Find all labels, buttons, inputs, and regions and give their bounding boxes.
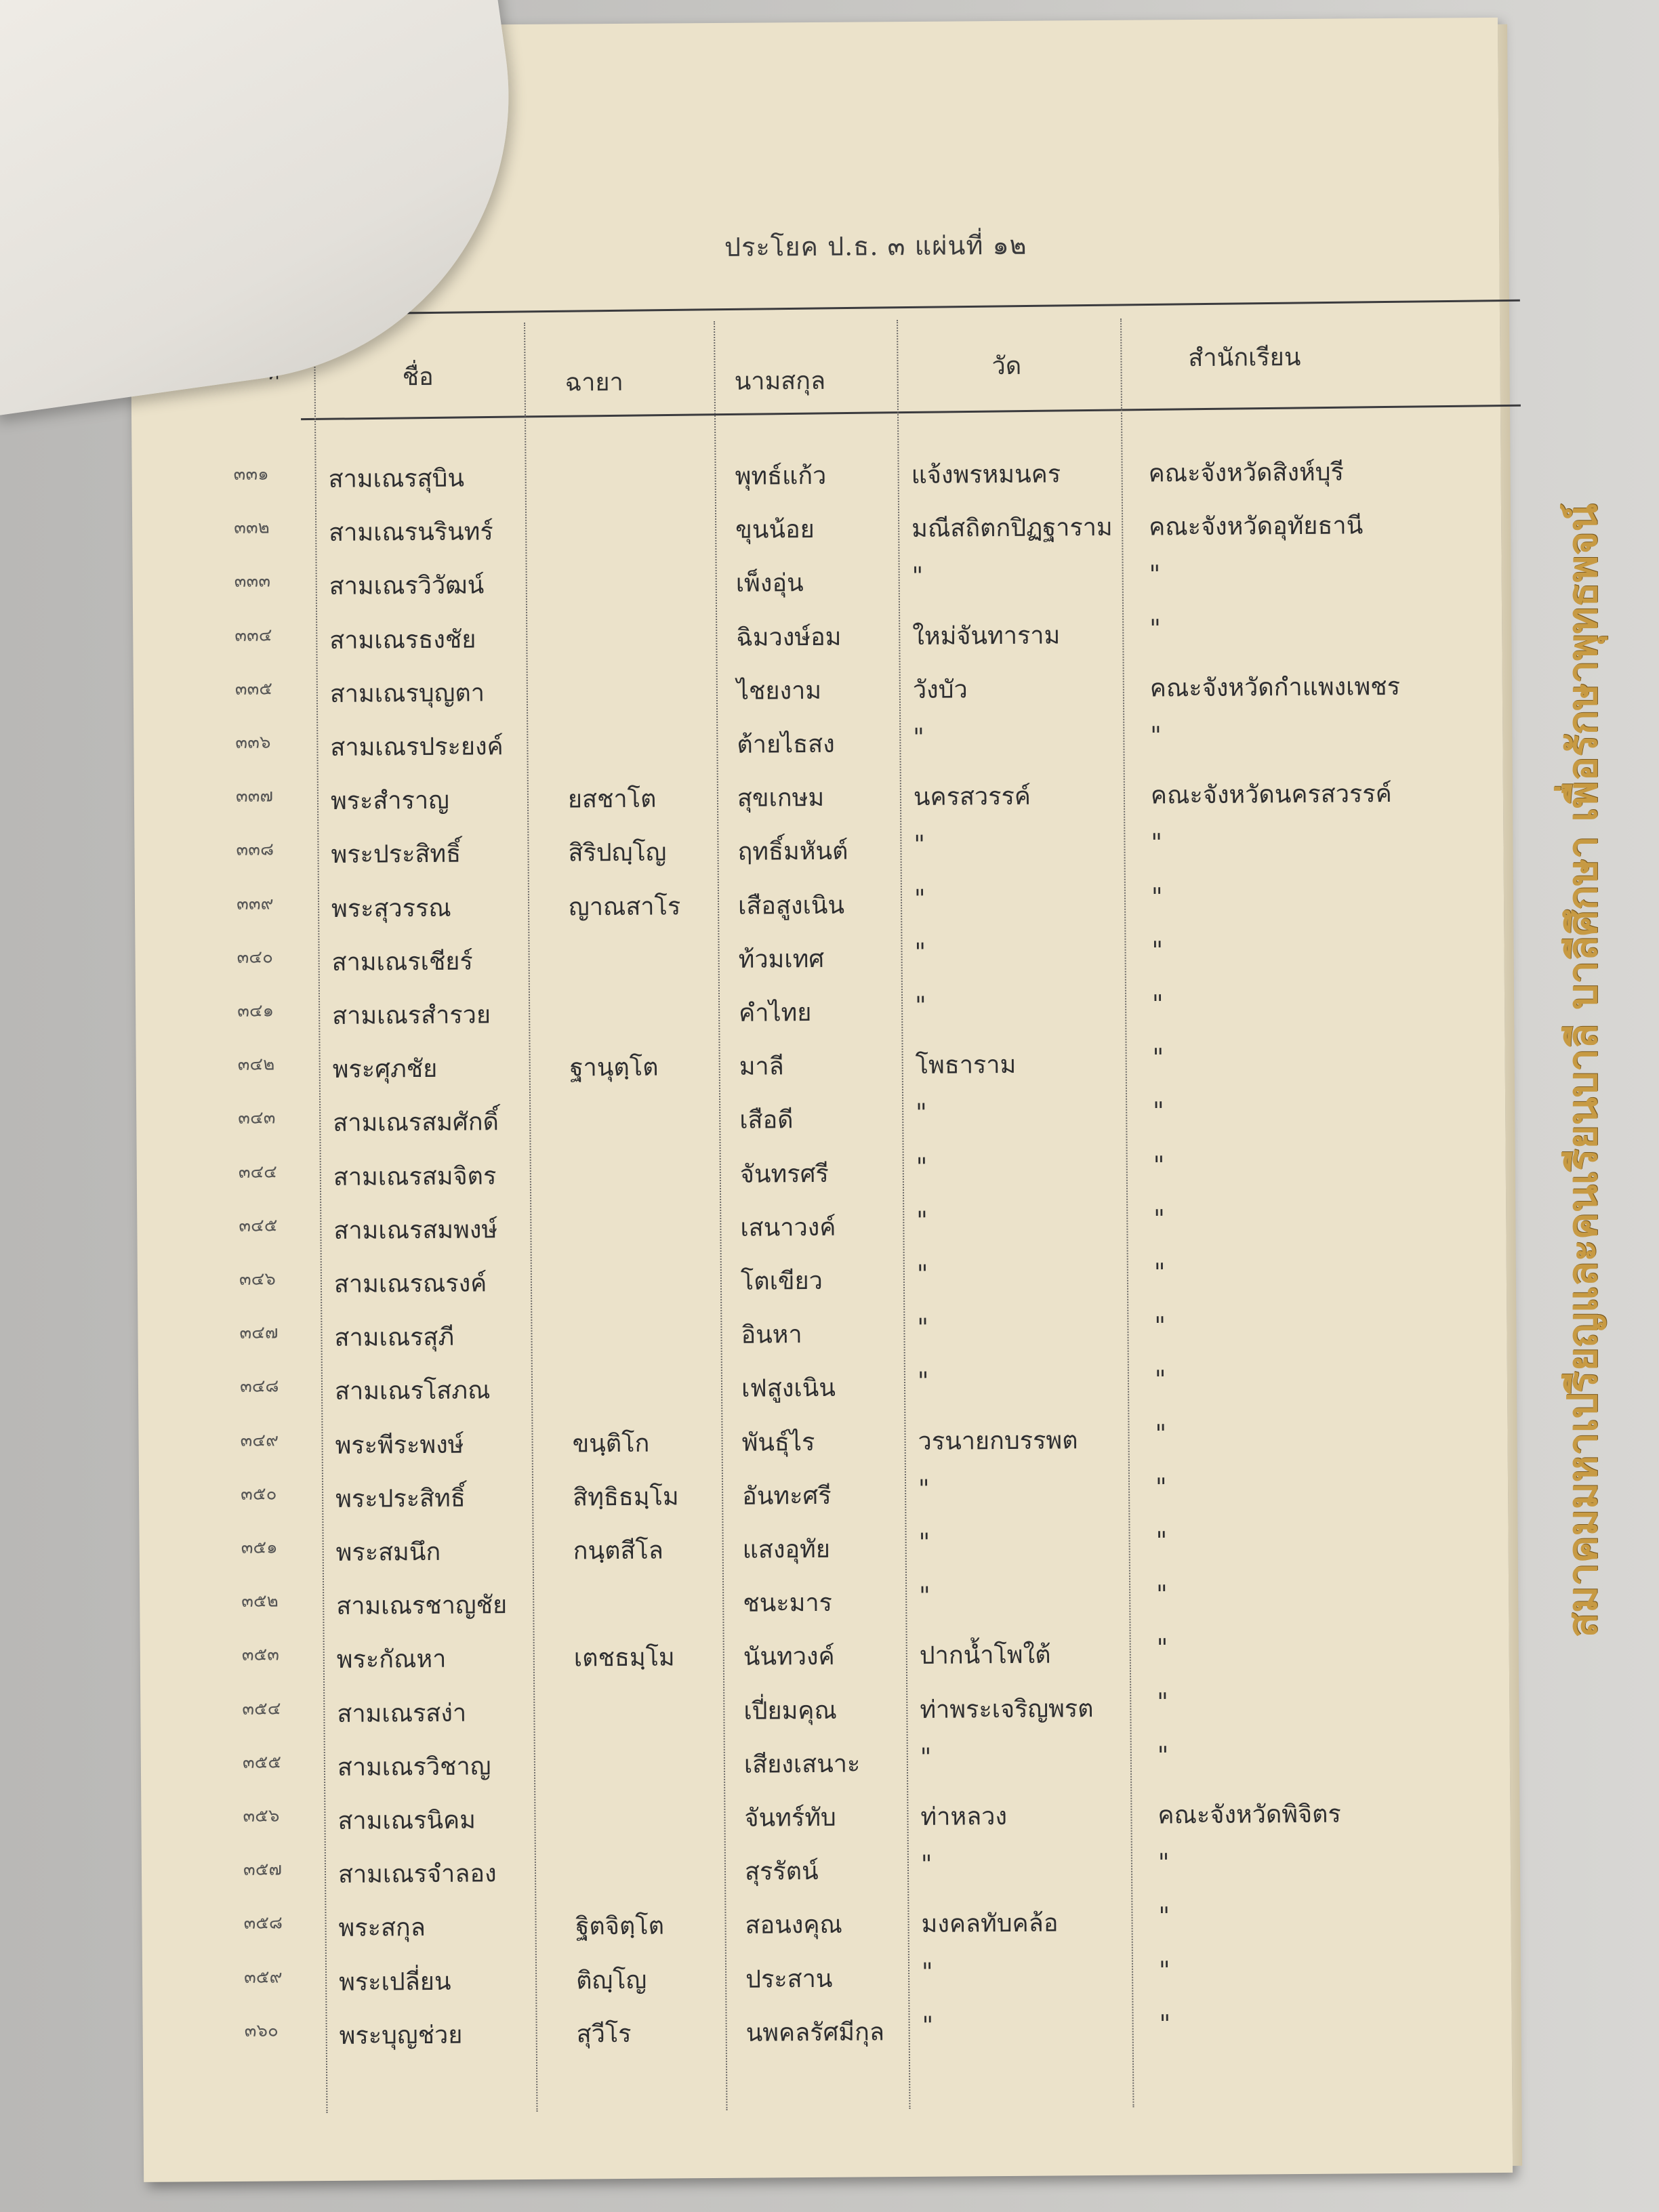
monk-surname: ฉิมวงษ์อม bbox=[736, 623, 842, 652]
school-name: " bbox=[1151, 829, 1163, 857]
row-number: ๓๓๒ bbox=[234, 517, 270, 539]
temple-name: " bbox=[914, 831, 926, 859]
school-name: " bbox=[1149, 614, 1161, 643]
school-name: " bbox=[1155, 1527, 1168, 1555]
row-number: ๓๕๗ bbox=[243, 1859, 283, 1881]
temple-name: " bbox=[914, 884, 926, 913]
school-name: " bbox=[1153, 1258, 1166, 1287]
monk-surname: พันธุ์ไร bbox=[741, 1428, 815, 1457]
watermark bbox=[1555, 461, 1610, 1681]
row-number: ๓๕๔ bbox=[242, 1698, 281, 1719]
table-row bbox=[140, 1525, 1509, 1587]
monk-name: สามเณรสมศักดิ์ bbox=[333, 1108, 499, 1138]
school-name: " bbox=[1158, 1849, 1170, 1877]
table-row bbox=[134, 773, 1503, 836]
school-name: " bbox=[1151, 937, 1164, 965]
school-name: " bbox=[1153, 1205, 1166, 1233]
temple-name: " bbox=[916, 1099, 927, 1128]
school-name: " bbox=[1150, 722, 1162, 750]
table-row bbox=[143, 2008, 1512, 2070]
monk-chaya: ฐิตจิตฺโต bbox=[575, 1912, 665, 1941]
monk-name: สามเณรสุภี bbox=[334, 1323, 455, 1353]
temple-name: ใหม่จันทาราม bbox=[912, 621, 1061, 651]
monk-surname: มาลี bbox=[739, 1052, 784, 1081]
school-name: " bbox=[1155, 1473, 1167, 1502]
monk-chaya: กนฺตสีโล bbox=[573, 1536, 664, 1565]
monk-name: สามเณรบุญตา bbox=[329, 679, 485, 708]
temple-name: " bbox=[921, 1958, 933, 1986]
monk-chaya: สิทฺธิธมฺโม bbox=[573, 1483, 679, 1512]
school-name: " bbox=[1154, 1312, 1166, 1340]
school-name: " bbox=[1152, 1044, 1164, 1072]
table-row bbox=[140, 1685, 1509, 1748]
header-chaya: ฉายา bbox=[565, 368, 623, 397]
monk-surname: ไชยงาม bbox=[736, 676, 822, 705]
temple-name: ท่าพระเจริญพรต bbox=[920, 1694, 1094, 1724]
table-row bbox=[135, 880, 1504, 943]
monk-surname: โตเขียว bbox=[740, 1267, 823, 1296]
table-row bbox=[142, 1954, 1511, 2016]
table-row bbox=[138, 1310, 1507, 1372]
row-number: ๓๓๑ bbox=[233, 464, 269, 485]
monk-name: สามเณรประยงค์ bbox=[330, 733, 504, 762]
temple-name: ท่าหลวง bbox=[920, 1803, 1008, 1831]
school-name: " bbox=[1157, 1687, 1168, 1717]
header-wat: วัด bbox=[991, 352, 1022, 381]
temple-name: " bbox=[920, 1743, 932, 1771]
monk-surname: เฟสูงเนิน bbox=[741, 1374, 836, 1404]
temple-name: " bbox=[916, 1206, 928, 1235]
school-name: คณะจังหวัดพิจิตร bbox=[1158, 1800, 1341, 1830]
monk-name: สามเณรโสภณ bbox=[334, 1376, 491, 1406]
row-number: ๓๔๔ bbox=[238, 1162, 278, 1183]
temple-name: วังบัว bbox=[912, 676, 968, 704]
temple-name: " bbox=[917, 1368, 929, 1396]
school-name: " bbox=[1157, 1742, 1169, 1770]
school-name: " bbox=[1156, 1634, 1168, 1662]
monk-surname: ชนะมาร bbox=[743, 1589, 833, 1618]
school-name: " bbox=[1151, 882, 1163, 912]
row-number: ๓๕๑ bbox=[241, 1537, 278, 1558]
monk-surname: จันทรศรี bbox=[739, 1160, 829, 1189]
school-name: " bbox=[1154, 1366, 1166, 1394]
monk-surname: สุรรัตน์ bbox=[744, 1858, 819, 1886]
monk-chaya: ฐานุตฺโต bbox=[569, 1053, 659, 1082]
row-number: ๓๓๓ bbox=[234, 571, 271, 592]
monk-surname: อันทะศรี bbox=[742, 1481, 832, 1511]
school-name: " bbox=[1158, 1902, 1170, 1931]
monk-chaya: ติญฺโญ bbox=[575, 1966, 647, 1995]
monk-surname: พุทธ์แก้ว bbox=[735, 462, 827, 491]
row-number: ๓๓๔ bbox=[234, 625, 272, 646]
temple-name: " bbox=[912, 562, 924, 591]
monk-chaya: สิริปญฺโญ bbox=[568, 838, 667, 867]
temple-name: " bbox=[919, 1582, 930, 1611]
table-row bbox=[137, 1149, 1506, 1211]
temple-name: " bbox=[918, 1475, 930, 1503]
temple-name: " bbox=[913, 723, 925, 752]
monk-name: สามเณรสง่า bbox=[337, 1699, 467, 1728]
table-row bbox=[141, 1740, 1510, 1802]
school-name: " bbox=[1158, 1956, 1170, 1985]
temple-name: โพธาราม bbox=[915, 1051, 1017, 1080]
table-row bbox=[139, 1471, 1508, 1534]
monk-surname: ต้ายไธสง bbox=[737, 730, 835, 759]
temple-name: " bbox=[920, 1850, 933, 1879]
table-row bbox=[134, 827, 1503, 889]
school-name: " bbox=[1149, 560, 1161, 589]
row-number: ๓๕๒ bbox=[241, 1591, 279, 1612]
monk-name: สามเณรจำลอง bbox=[337, 1860, 497, 1889]
watermark-text: สมาคมมหาเปรียญและคนเรียนบาลี บาลีศึกษา เพื่อรักษาพุทธพจน์ bbox=[1559, 504, 1607, 1638]
temple-name: แจ้งพรหมนคร bbox=[911, 460, 1061, 489]
monk-name: พระประสิทธิ์ bbox=[335, 1484, 466, 1513]
monk-name: สามเณรณรงค์ bbox=[333, 1269, 487, 1298]
temple-name: " bbox=[916, 1153, 928, 1181]
monk-surname: จันทร์ทับ bbox=[744, 1803, 836, 1832]
monk-surname: สุขเกษม bbox=[737, 784, 825, 813]
monk-surname: ฤทธิ์มหันต์ bbox=[737, 838, 848, 867]
row-number: ๓๔๐ bbox=[237, 947, 274, 968]
row-number: ๓๕๕ bbox=[242, 1752, 282, 1773]
school-name: " bbox=[1153, 1151, 1165, 1180]
temple-name: " bbox=[914, 991, 926, 1020]
header-bottom-rule bbox=[301, 405, 1521, 420]
temple-name: " bbox=[917, 1313, 929, 1343]
row-number: ๓๓๘ bbox=[236, 839, 274, 861]
monk-name: สามเณรนิคม bbox=[337, 1806, 476, 1835]
monk-surname: นันทวงค์ bbox=[743, 1643, 835, 1672]
school-name: " bbox=[1151, 990, 1164, 1019]
row-number: ๓๔๑ bbox=[237, 1000, 274, 1021]
monk-chaya: สุวีโร bbox=[576, 2020, 632, 2049]
monk-surname: อินหา bbox=[741, 1321, 802, 1349]
row-number: ๓๓๖ bbox=[235, 732, 271, 753]
school-name: " bbox=[1155, 1419, 1167, 1448]
monk-name: สามเณรวิชาญ bbox=[337, 1753, 491, 1782]
row-number: ๓๕๓ bbox=[241, 1644, 280, 1666]
table-row bbox=[136, 988, 1504, 1050]
table-row bbox=[134, 666, 1502, 729]
monk-name: สามเณรสมพงษ์ bbox=[333, 1216, 498, 1245]
temple-name: วรนายกบรรพต bbox=[918, 1426, 1078, 1456]
monk-name: พระสุวรรณ bbox=[331, 894, 451, 923]
temple-name: มงคลทับคล้อ bbox=[921, 1909, 1059, 1939]
monk-surname: เสือสูงเนิน bbox=[737, 891, 845, 920]
row-number: ๓๓๗ bbox=[235, 785, 274, 807]
temple-name: " bbox=[922, 2011, 934, 2040]
monk-name: สามเณรสำรวย bbox=[332, 1001, 491, 1030]
school-name: คณะจังหวัดนครสวรรค์ bbox=[1150, 780, 1392, 810]
monk-chaya: เตชธมฺโม bbox=[573, 1643, 675, 1673]
table-row bbox=[133, 558, 1502, 621]
monk-surname: เพ็งอุ่น bbox=[735, 569, 804, 598]
row-number: ๓๕๐ bbox=[241, 1483, 277, 1504]
table-row bbox=[138, 1256, 1507, 1319]
table-row bbox=[136, 1095, 1505, 1158]
header-name: ชื่อ bbox=[402, 363, 434, 392]
row-number: ๓๓๙ bbox=[236, 893, 274, 914]
header-surname: นามสกุล bbox=[734, 367, 826, 396]
row-number: ๓๔๙ bbox=[240, 1430, 279, 1451]
temple-name: นครสวรรค์ bbox=[913, 782, 1031, 812]
row-number: ๓๕๘ bbox=[243, 1912, 283, 1934]
monk-name: พระเปลี่ยน bbox=[339, 1967, 451, 1996]
school-name: คณะจังหวัดสิงห์บุรี bbox=[1148, 458, 1345, 488]
table-row bbox=[142, 1900, 1511, 1963]
table-row bbox=[133, 612, 1502, 674]
monk-name: พระบุญช่วย bbox=[339, 2021, 463, 2050]
monk-chaya: ญาณสาโร bbox=[568, 892, 681, 922]
row-number: ๓๔๕ bbox=[239, 1215, 278, 1236]
monk-surname: แสงอุทัย bbox=[742, 1535, 831, 1564]
monk-surname: นพคลรัศมีกุล bbox=[745, 2018, 885, 2047]
monk-surname: ประสาน bbox=[745, 1965, 833, 1994]
monk-name: พระประสิทธิ์ bbox=[331, 840, 462, 869]
monk-name: พระกัณหา bbox=[336, 1645, 447, 1675]
table-row bbox=[137, 1203, 1506, 1265]
monk-surname: ขุนน้อย bbox=[735, 516, 815, 544]
monk-name: สามเณรชาญชัย bbox=[336, 1591, 508, 1621]
monk-surname: เสนาวงค์ bbox=[740, 1213, 836, 1242]
row-number: ๓๖๐ bbox=[244, 2020, 279, 2041]
monk-surname: คำไทย bbox=[739, 999, 812, 1027]
monk-name: สามเณรสุบิน bbox=[328, 464, 465, 493]
monk-name: พระพีระพงษ์ bbox=[335, 1431, 464, 1460]
row-number: ๓๔๖ bbox=[239, 1269, 276, 1290]
table-row bbox=[140, 1578, 1509, 1641]
row-number: ๓๔๘ bbox=[239, 1376, 279, 1397]
monk-name: พระสมนึก bbox=[335, 1538, 441, 1567]
monk-name: สามเณรธงชัย bbox=[329, 626, 476, 655]
monk-surname: สอนงคุณ bbox=[745, 1911, 842, 1940]
temple-name: " bbox=[914, 938, 926, 966]
monk-surname: ท้วมเทศ bbox=[738, 945, 825, 974]
monk-name: สามเณรวิวัฒน์ bbox=[329, 571, 485, 601]
monk-name: สามเณรเชียร์ bbox=[331, 947, 473, 977]
table-row bbox=[135, 935, 1504, 997]
school-name: " bbox=[1156, 1580, 1168, 1609]
temple-name: " bbox=[916, 1260, 928, 1288]
row-number: ๓๕๖ bbox=[243, 1805, 280, 1826]
table-row bbox=[134, 720, 1502, 782]
school-name: " bbox=[1153, 1097, 1164, 1126]
monk-name: สามเณรสมจิตร bbox=[333, 1162, 497, 1191]
header-samnak: สำนักเรียน bbox=[1188, 343, 1301, 373]
table-row bbox=[131, 451, 1500, 514]
school-name: คณะจังหวัดกำแพงเพชร bbox=[1149, 672, 1401, 703]
school-name: คณะจังหวัดอุทัยธานี bbox=[1149, 512, 1364, 541]
monk-surname: เสียงเสนาะ bbox=[743, 1750, 861, 1779]
temple-name: มณีสถิตกปิฏฐาราม bbox=[912, 514, 1113, 544]
temple-name: " bbox=[918, 1528, 930, 1557]
row-number: ๓๕๙ bbox=[243, 1967, 283, 1988]
table-row bbox=[141, 1793, 1510, 1856]
monk-name: พระสกุล bbox=[338, 1914, 426, 1943]
monk-chaya: ยสชาโต bbox=[567, 785, 657, 814]
row-number: ๓๓๕ bbox=[234, 678, 273, 699]
monk-name: สามเณรนรินทร์ bbox=[329, 518, 493, 548]
table-row bbox=[136, 1042, 1505, 1104]
temple-name: ปากน้ำโพใต้ bbox=[919, 1641, 1051, 1671]
table-row bbox=[140, 1632, 1509, 1694]
monk-surname: เสือดี bbox=[739, 1106, 794, 1135]
monk-chaya: ขนฺติโก bbox=[572, 1429, 650, 1458]
sheet-title: ประโยค ป.ธ. ๓ แผ่นที่ ๑๒ bbox=[724, 230, 1027, 262]
monk-name: พระศุภชัย bbox=[332, 1055, 438, 1084]
header-top-rule bbox=[300, 300, 1520, 315]
row-number: ๓๔๒ bbox=[237, 1054, 275, 1076]
monk-surname: เปี่ยมคุณ bbox=[743, 1696, 837, 1725]
table-row bbox=[132, 505, 1501, 567]
row-number: ๓๔๗ bbox=[239, 1322, 279, 1344]
table-row bbox=[138, 1417, 1507, 1479]
table-row bbox=[142, 1847, 1511, 1909]
monk-name: พระสำราญ bbox=[330, 786, 449, 816]
row-number: ๓๔๓ bbox=[238, 1107, 276, 1129]
table-row bbox=[138, 1364, 1507, 1426]
school-name: " bbox=[1159, 2010, 1171, 2039]
